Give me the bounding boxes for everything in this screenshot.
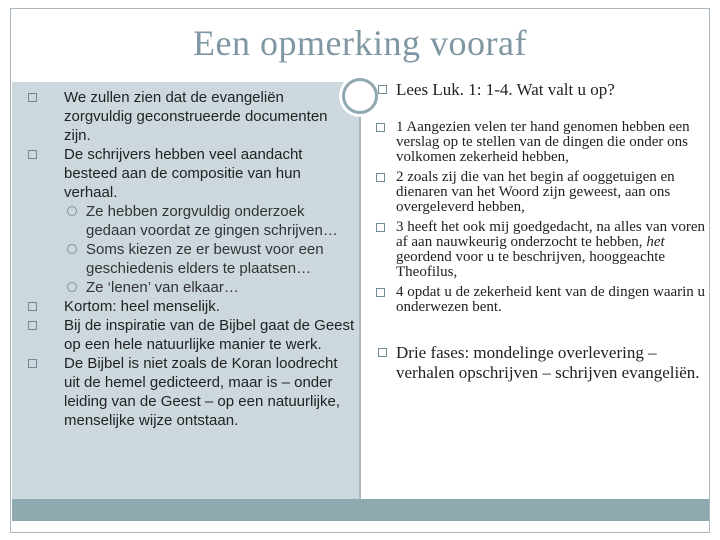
list-item: De Bijbel is niet zoals de Koran loodrecht uit de hemel gedicteerd, maar is – onder leiding van de Geest – op een natuurlijke, menselijke wijze ontstaan. <box>18 354 356 430</box>
right-bullet-list <box>376 80 706 383</box>
verse-item: 1 Aangezien velen ter hand genomen hebben een verslag op te stellen van de dingen die onder ons volkomen zekerheid hebben, <box>376 120 706 165</box>
square-bullet-icon <box>376 173 385 182</box>
square-bullet-icon <box>376 288 385 297</box>
circle-bullet-icon <box>67 206 77 216</box>
circle-bullet-icon <box>67 244 77 254</box>
emphasis-text: het <box>646 234 665 250</box>
conclusion-item: Drie fases: mondelinge overlevering – verhalen opschrijven – schrijven evangeliën. <box>376 343 706 383</box>
verse-item: 2 zoals zij die van het begin af ooggetuigen en dienaren van het Woord zijn geweest, aan ons overgeleverd hebben, <box>376 170 706 215</box>
panel-divider <box>359 110 361 499</box>
circle-bullet-icon <box>67 282 77 292</box>
square-bullet-icon <box>28 93 37 102</box>
list-item: De schrijvers hebben veel aandacht besteed aan de compositie van hun verhaal. <box>18 145 356 202</box>
list-item: Bij de inspiratie van de Bijbel gaat de Geest op een hele natuurlijke manier te werk. <box>18 316 356 354</box>
left-bullet-list <box>18 88 356 430</box>
slide-title: Een opmerking vooraf <box>193 23 527 63</box>
square-bullet-icon <box>376 223 385 232</box>
footer-bar <box>12 499 709 521</box>
right-heading: Lees Luk. 1: 1-4. Wat valt u op? <box>376 80 706 100</box>
sub-list-item: Ze ‘lenen’ van elkaar… <box>18 278 356 297</box>
square-bullet-icon <box>378 348 387 357</box>
square-bullet-icon <box>28 302 37 311</box>
sub-list-item: Soms kiezen ze er bewust voor een geschiedenis elders te plaatsen… <box>18 240 356 278</box>
square-bullet-icon <box>28 321 37 330</box>
square-bullet-icon <box>28 150 37 159</box>
square-bullet-icon <box>28 359 37 368</box>
sub-list-item: Ze hebben zorgvuldig onderzoek gedaan voordat ze gingen schrijven… <box>18 202 356 240</box>
verse-item: 3 heeft het ook mij goedgedacht, na alles van voren af aan nauwkeurig onderzocht te hebben, het geordend voor u te beschrijven, hooggeachte Theofilus, <box>376 220 706 280</box>
list-item: We zullen zien dat de evangeliën zorgvuldig geconstrueerde documenten zijn. <box>18 88 356 145</box>
verse-item: 4 opdat u de zekerheid kent van de dingen waarin u onderwezen bent. <box>376 285 706 315</box>
square-bullet-icon <box>378 85 387 94</box>
square-bullet-icon <box>376 123 385 132</box>
list-item: Kortom: heel menselijk. <box>18 297 356 316</box>
